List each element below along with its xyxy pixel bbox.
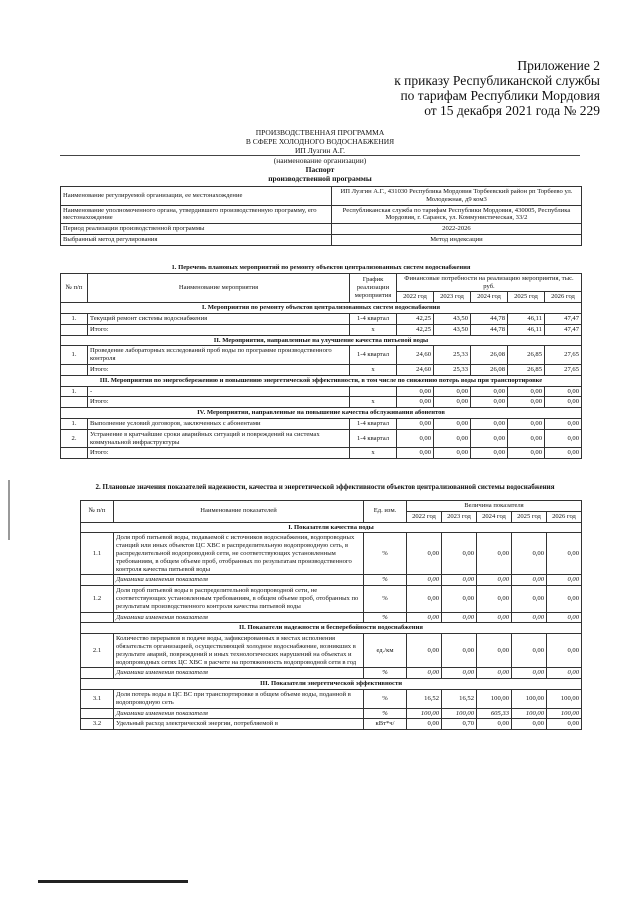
dynamics-value: 100,00 [442,708,477,719]
total-value: 27,65 [545,364,582,375]
row-value: 0,00 [471,386,508,397]
appendix-line-3: по тарифам Республики Мордовия [400,88,600,103]
row-value: 0,00 [477,533,512,575]
dynamics-row [81,612,582,623]
table-row [61,346,582,365]
col-year: 2025 год [508,292,545,303]
table-row [81,586,582,612]
col-num: № п/п [61,273,88,302]
row-value: 0,00 [545,418,582,429]
row-value: 0,00 [442,533,477,575]
dynamics-value: 0,00 [547,668,582,679]
total-row [61,397,582,408]
row-value: 0,00 [407,533,442,575]
passport-title: Паспорт [305,165,335,174]
row-schedule [350,386,397,397]
dynamics-value: 100,00 [512,708,547,719]
dynamics-row [81,575,582,586]
dynamics-unit: % [364,612,407,623]
dynamics-value: 0,00 [442,612,477,623]
section-heading: I. Мероприятия по ремонту объектов централизованных систем водоснабжения [61,303,582,314]
dynamics-value: 0,00 [407,575,442,586]
col-year: 2024 год [471,292,508,303]
row-value: 0,00 [547,533,582,575]
total-value: 42,25 [397,324,434,335]
col-name: Наименование показателей [114,501,364,523]
row-num: 1.1 [81,533,114,575]
passport-value: 2022-2026 [331,224,581,235]
dynamics-value: 0,00 [407,668,442,679]
dynamics-value: 0,00 [407,612,442,623]
col-num: № п/п [81,501,114,523]
section-heading: I. Показатели качества воды [81,522,582,533]
row-unit: ед./км [364,634,407,668]
col-year: 2023 год [434,292,471,303]
row-name: Доля проб питьевой воды, подаваемой с источников водоснабжения, водопроводных станций или иных объектов ЦС ХВС в распределительную водопроводную сеть, в распределительной водопроводной сети, не соответствующих установленным требованиям, в общем объеме проб, отобранных по результатам производственного контроля качества питьевой воды [114,533,364,575]
row-value: 44,78 [471,313,508,324]
section-heading: II. Мероприятия, направленные на улучшение качества питьевой воды [61,335,582,346]
passport-table [60,186,582,246]
total-row [61,448,582,459]
scan-artifact [8,480,10,540]
row-value: 0,00 [512,634,547,668]
row-value: 46,11 [508,313,545,324]
organization-name: ИП Лузгин А.Г. [60,146,580,156]
total-value: 0,00 [545,397,582,408]
document-header [60,128,580,183]
col-year: 2023 год [442,511,477,522]
row-value: 0,00 [397,418,434,429]
row-value: 0,00 [471,429,508,448]
table1-title: 1. Перечень плановых мероприятий по ремонту объектов централизованных систем водоснабжения [171,264,471,271]
table-row [61,313,582,324]
dynamics-value: 0,00 [442,575,477,586]
col-finance: Финансовые потребности на реализацию мероприятия, тыс. руб. [397,273,582,292]
total-value: 26,85 [508,364,545,375]
col-year: 2025 год [512,511,547,522]
passport-row [61,224,582,235]
row-value: 0,00 [407,586,442,612]
total-row [61,324,582,335]
total-value: 0,00 [471,397,508,408]
row-value: 26,08 [471,346,508,365]
table-row [61,418,582,429]
total-value: 0,00 [397,397,434,408]
total-value: 25,33 [434,364,471,375]
row-name: Доля потерь воды в ЦС ВС при транспортировке в общем объеме воды, поданной в водопроводную сеть [114,689,364,708]
row-value: 0,00 [477,719,512,730]
section-heading: III. Показатели энергетической эффективности [81,679,582,690]
row-value: 0,00 [477,634,512,668]
passport-label: Выбранный метод регулирования [61,234,332,245]
total-value: 0,00 [508,397,545,408]
passport-label: Период реализации производственной программы [61,224,332,235]
row-schedule: 1-4 квартал [350,418,397,429]
row-value: 0,00 [434,386,471,397]
row-value: 25,33 [434,346,471,365]
row-value: 26,85 [508,346,545,365]
total-value: 26,08 [471,364,508,375]
dynamics-label: Динамика изменения показателя [114,575,364,586]
row-unit: кВт*ч/ [364,719,407,730]
passport-label: Наименование регулируемой организации, ее местонахождение [61,187,332,206]
row-value: 100,00 [512,689,547,708]
dynamics-value: 100,00 [407,708,442,719]
dynamics-value: 0,00 [512,668,547,679]
program-title-2: В СФЕРЕ ХОЛОДНОГО ВОДОСНАБЖЕНИЯ [245,137,395,146]
passport-row [61,234,582,245]
row-unit: % [364,533,407,575]
row-num: 3.2 [81,719,114,730]
row-value: 0,00 [545,386,582,397]
dynamics-value: 0,00 [512,575,547,586]
row-value: 100,00 [477,689,512,708]
col-year: 2022 год [407,511,442,522]
row-name: Текущий ремонт системы водоснабжения [88,313,350,324]
row-value: 0,00 [512,719,547,730]
table-row [81,634,582,668]
table2-title: 2. Плановые значения показателей надежности, качества и энергетической эффективности объектов централизованной системы водоснабжения [95,483,555,491]
row-num: 2. [61,429,88,448]
dynamics-unit: % [364,668,407,679]
total-label: Итого: [88,324,350,335]
row-value: 0,00 [508,429,545,448]
col-year: 2024 год [477,511,512,522]
dynamics-label: Динамика изменения показателя [114,668,364,679]
row-value: 27,65 [545,346,582,365]
col-year: 2022 год [397,292,434,303]
dynamics-value: 0,00 [547,612,582,623]
row-schedule: 1-4 квартал [350,346,397,365]
row-value: 0,00 [397,386,434,397]
organization-caption: (наименование организации) [273,156,367,165]
passport-row [61,187,582,206]
row-num: 1. [61,418,88,429]
row-value: 0,70 [442,719,477,730]
total-value: 44,78 [471,324,508,335]
row-value: 0,00 [545,429,582,448]
section-heading: IV. Мероприятия, направленные на повышение качества обслуживания абонентов [61,408,582,419]
section-heading: III. Мероприятия по энергосбережению и повышению энергетической эффективности, в том числе по снижению потерь воды при транспортировке [61,375,582,386]
row-value: 0,00 [508,418,545,429]
total-value: 47,47 [545,324,582,335]
row-value: 42,25 [397,313,434,324]
col-year: 2026 год [547,511,582,522]
col-value: Величина показателя [407,501,582,512]
total-label: Итого: [88,397,350,408]
row-value: 24,60 [397,346,434,365]
row-value: 100,00 [547,689,582,708]
passport-value: Метод индексации [331,234,581,245]
row-name: Удельный расход электрической энергии, потребляемой в [114,719,364,730]
dynamics-value: 0,00 [477,668,512,679]
total-value: 0,00 [397,448,434,459]
row-name: Количество перерывов в подаче воды, зафиксированных в местах исполнения обязательств организацией, осуществляющей холодное водоснабжение, возникших в результате аварий, повреждений и иных технологических нарушений на объектах и водопроводных сетях ЦС ХВС в расчете на протяженность водопроводной сети в год [114,634,364,668]
total-row [61,364,582,375]
program-title-1: ПРОИЗВОДСТВЕННАЯ ПРОГРАММА [255,128,385,137]
row-num: 1. [61,313,88,324]
row-value: 47,47 [545,313,582,324]
repair-measures-table [60,263,582,459]
dynamics-label: Динамика изменения показателя [114,708,364,719]
table-row [81,719,582,730]
dynamics-value: 0,00 [477,612,512,623]
dynamics-value: 0,00 [547,575,582,586]
row-value: 0,00 [547,719,582,730]
total-value: 46,11 [508,324,545,335]
row-value: 0,00 [407,634,442,668]
total-schedule: x [350,448,397,459]
row-num: 1. [61,386,88,397]
dynamics-unit: % [364,575,407,586]
passport-value: Республиканская служба по тарифам Республики Мордовия, 430005, Республика Мордовия, г. Саранск, ул. Коммунистическая, 33/2 [331,205,581,224]
row-value: 0,00 [471,418,508,429]
row-num: 1.2 [81,586,114,612]
dynamics-value: 100,00 [547,708,582,719]
row-name: Выполнение условий договоров, заключенных с абонентами [88,418,350,429]
row-value: 0,00 [477,586,512,612]
row-value: 0,00 [512,533,547,575]
row-num: 2.1 [81,634,114,668]
table-row [81,689,582,708]
row-value: 0,00 [547,634,582,668]
total-schedule: x [350,364,397,375]
row-value: 0,00 [434,429,471,448]
passport-row [61,205,582,224]
row-value: 0,00 [434,418,471,429]
col-year: 2026 год [545,292,582,303]
appendix-line-1: Приложение 2 [517,58,600,73]
total-label: Итого: [88,364,350,375]
total-value: 0,00 [434,448,471,459]
row-value: 0,00 [407,719,442,730]
dynamics-unit: % [364,708,407,719]
col-name: Наименование мероприятия [88,273,350,302]
dynamics-value: 605,33 [477,708,512,719]
row-value: 0,00 [512,586,547,612]
row-value: 0,00 [442,634,477,668]
appendix-block [394,58,600,118]
dynamics-value: 0,00 [512,612,547,623]
dynamics-row [81,668,582,679]
appendix-line-2: к приказу Республиканской службы [394,73,600,88]
total-value: 0,00 [508,448,545,459]
row-name: - [88,386,350,397]
row-name: Проведение лабораторных исследований проб воды по программе производственного контроля [88,346,350,365]
row-num: 3.1 [81,689,114,708]
dynamics-row [81,708,582,719]
section-heading: II. Показатели надежности и бесперебойности водоснабжения [81,623,582,634]
table-row [61,386,582,397]
scan-artifact [38,880,188,883]
passport-subtitle: производственной программы [268,174,372,183]
row-unit: % [364,689,407,708]
appendix-line-4: от 15 декабря 2021 года № 229 [424,103,600,118]
passport-value: ИП Лузгин А.Г., 431030 Республика Мордовия Торбеевский район рп Торбеево ул. Молодежная, д9 ком3 [331,187,581,206]
row-value: 0,00 [397,429,434,448]
dynamics-label: Динамика изменения показателя [114,612,364,623]
total-value: 0,00 [545,448,582,459]
col-schedule: График реализации мероприятия [350,273,397,302]
total-value: 24,60 [397,364,434,375]
row-num: 1. [61,346,88,365]
total-value: 0,00 [471,448,508,459]
row-name: Доля проб питьевой воды в распределительной водопроводной сети, не соответствующих установленным требованиям, в общем объеме проб, отобранных по результатам производственного контроля качества питьевой воды [114,586,364,612]
row-name: Устранение в кратчайшие сроки аварийных ситуаций и повреждений на системах коммунальной инфраструктуры [88,429,350,448]
dynamics-value: 0,00 [477,575,512,586]
row-value: 0,00 [508,386,545,397]
dynamics-value: 0,00 [442,668,477,679]
row-schedule: 1-4 квартал [350,313,397,324]
row-value: 16,52 [407,689,442,708]
row-unit: % [364,586,407,612]
total-schedule: x [350,397,397,408]
table-row [81,533,582,575]
row-value: 0,00 [442,586,477,612]
row-value: 0,00 [547,586,582,612]
total-value: 0,00 [434,397,471,408]
col-unit: Ед. изм. [364,501,407,523]
row-schedule: 1-4 квартал [350,429,397,448]
indicators-table [80,500,582,730]
total-value: 43,50 [434,324,471,335]
table-row [61,429,582,448]
total-label: Итого: [88,448,350,459]
passport-label: Наименование уполномоченного органа, утвердившего производственную программу, его местонахождение [61,205,332,224]
total-schedule: x [350,324,397,335]
row-value: 16,52 [442,689,477,708]
row-value: 43,50 [434,313,471,324]
